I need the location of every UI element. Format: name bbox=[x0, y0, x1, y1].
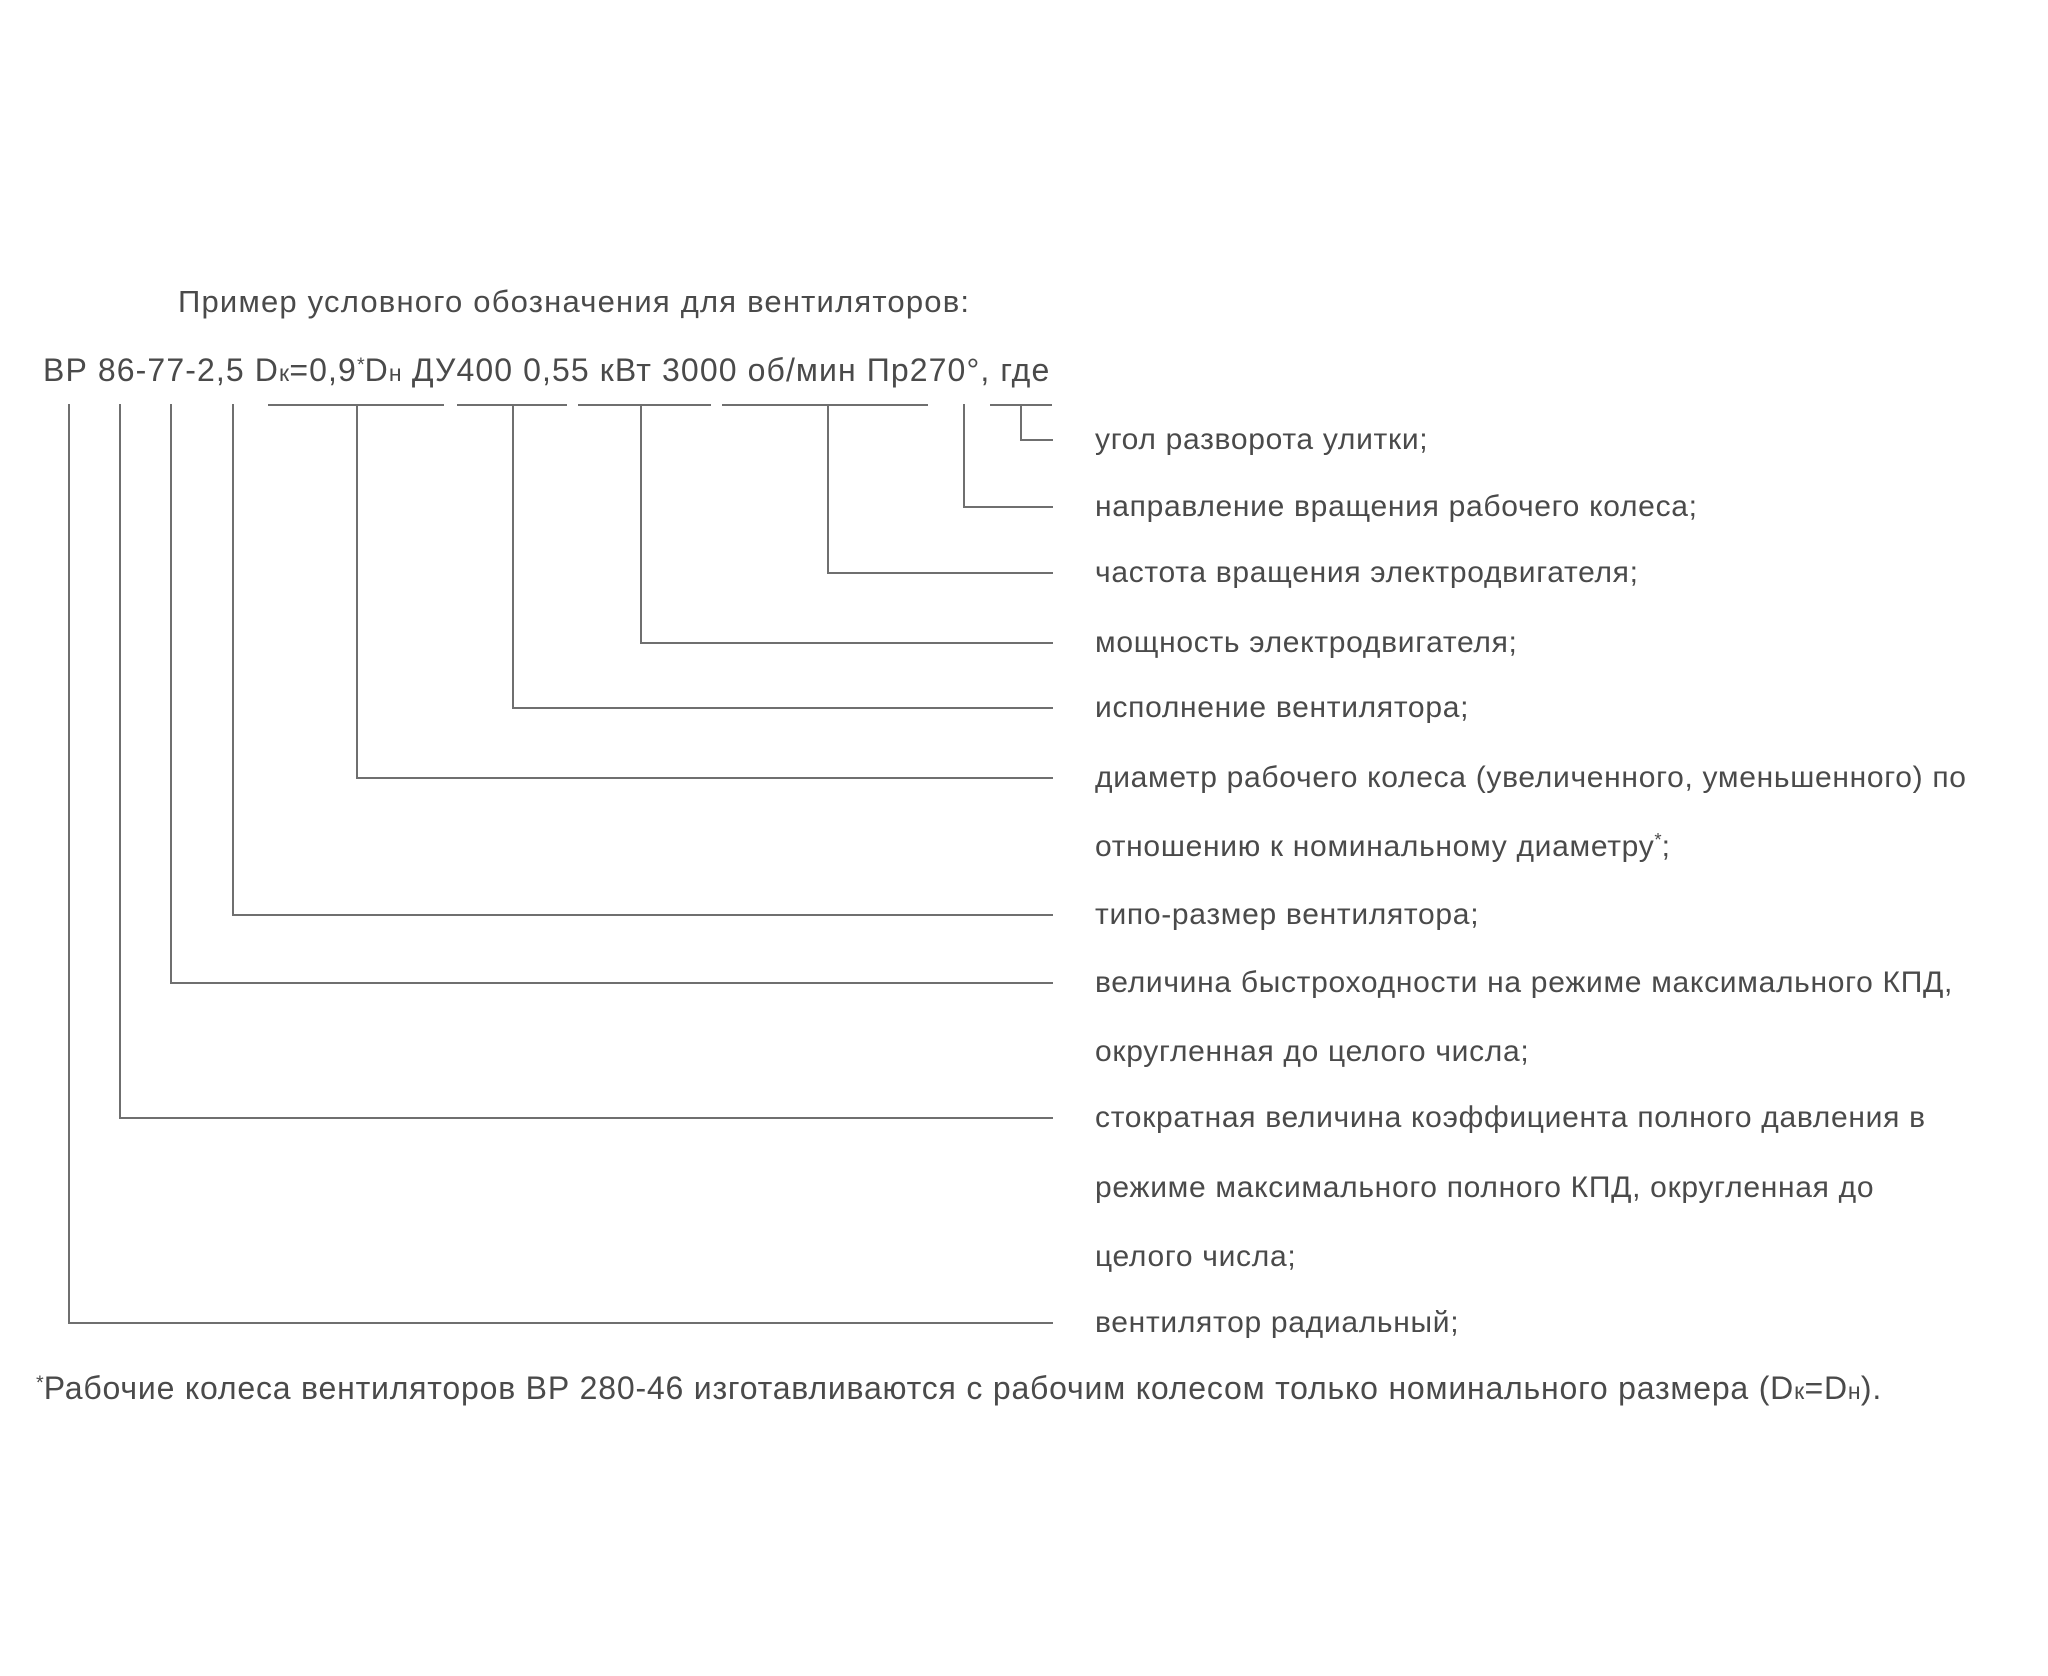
leader-horizontal-line bbox=[640, 642, 1053, 644]
leader-horizontal-line bbox=[232, 914, 1053, 916]
leader-horizontal-line bbox=[512, 707, 1053, 709]
legend-label-stokratnaya-velichina-line-1: стократная величина коэффициента полного давления в bbox=[1095, 1100, 1926, 1134]
legend-label-ispolnenie-ventilyatora: исполнение вентилятора; bbox=[1095, 690, 1470, 724]
leader-vertical-line bbox=[170, 404, 172, 983]
legend-label-diametr-rabochego-kolesa-line-2: отношению к номинальному диаметру*; bbox=[1095, 829, 1671, 863]
legend-label-diametr-rabochego-kolesa-line-1: диаметр рабочего колеса (увеличенного, уменьшенного) по bbox=[1095, 760, 1967, 794]
leader-vertical-line bbox=[1020, 404, 1022, 440]
legend-label-napravlenie-vrashcheniya: направление вращения рабочего колеса; bbox=[1095, 489, 1698, 523]
legend-label-tipo-razmer-ventilyatora: типо-размер вентилятора; bbox=[1095, 897, 1480, 931]
leader-horizontal-line bbox=[170, 982, 1053, 984]
leader-horizontal-line bbox=[1020, 439, 1053, 441]
leader-vertical-line bbox=[640, 404, 642, 643]
leader-vertical-line bbox=[963, 404, 965, 507]
leader-horizontal-line bbox=[963, 506, 1053, 508]
leader-horizontal-line bbox=[356, 777, 1053, 779]
legend-label-chastota-vrashcheniya: частота вращения электродвигателя; bbox=[1095, 555, 1639, 589]
designation-line: ВР 86-77-2,5 Dк=0,9*Dн ДУ400 0,55 кВт 3000 об/мин Пр270°, где bbox=[43, 352, 1051, 388]
leader-vertical-line bbox=[512, 404, 514, 708]
leader-horizontal-line bbox=[119, 1117, 1053, 1119]
leader-vertical-line bbox=[827, 404, 829, 573]
legend-label-ugol-razvorota-ulitki: угол разворота улитки; bbox=[1095, 422, 1429, 456]
legend-label-velichina-bystrokhodnosti-line-1: величина быстроходности на режиме максимального КПД, bbox=[1095, 965, 1954, 999]
designation-segment-overbar bbox=[722, 404, 928, 406]
leader-vertical-line bbox=[68, 404, 70, 1323]
footnote: *Рабочие колеса вентиляторов ВР 280-46 изготавливаются с рабочим колесом только номинального размера (Dк=Dн). bbox=[36, 1370, 1883, 1406]
leader-vertical-line bbox=[119, 404, 121, 1118]
leader-vertical-line bbox=[232, 404, 234, 915]
leader-vertical-line bbox=[356, 404, 358, 778]
leader-horizontal-line bbox=[827, 572, 1053, 574]
leader-horizontal-line bbox=[68, 1322, 1053, 1324]
page-title: Пример условного обозначения для вентиляторов: bbox=[178, 284, 971, 319]
designation-segment-overbar bbox=[578, 404, 711, 406]
legend-label-stokratnaya-velichina-line-3: целого числа; bbox=[1095, 1239, 1297, 1273]
legend-label-stokratnaya-velichina-line-2: режиме максимального полного КПД, округленная до bbox=[1095, 1170, 1875, 1204]
legend-label-velichina-bystrokhodnosti-line-2: округленная до целого числа; bbox=[1095, 1034, 1530, 1068]
legend-label-moshchnost-elektrodvigatelya: мощность электродвигателя; bbox=[1095, 625, 1518, 659]
legend-label-ventilyator-radialnyy: вентилятор радиальный; bbox=[1095, 1305, 1460, 1339]
